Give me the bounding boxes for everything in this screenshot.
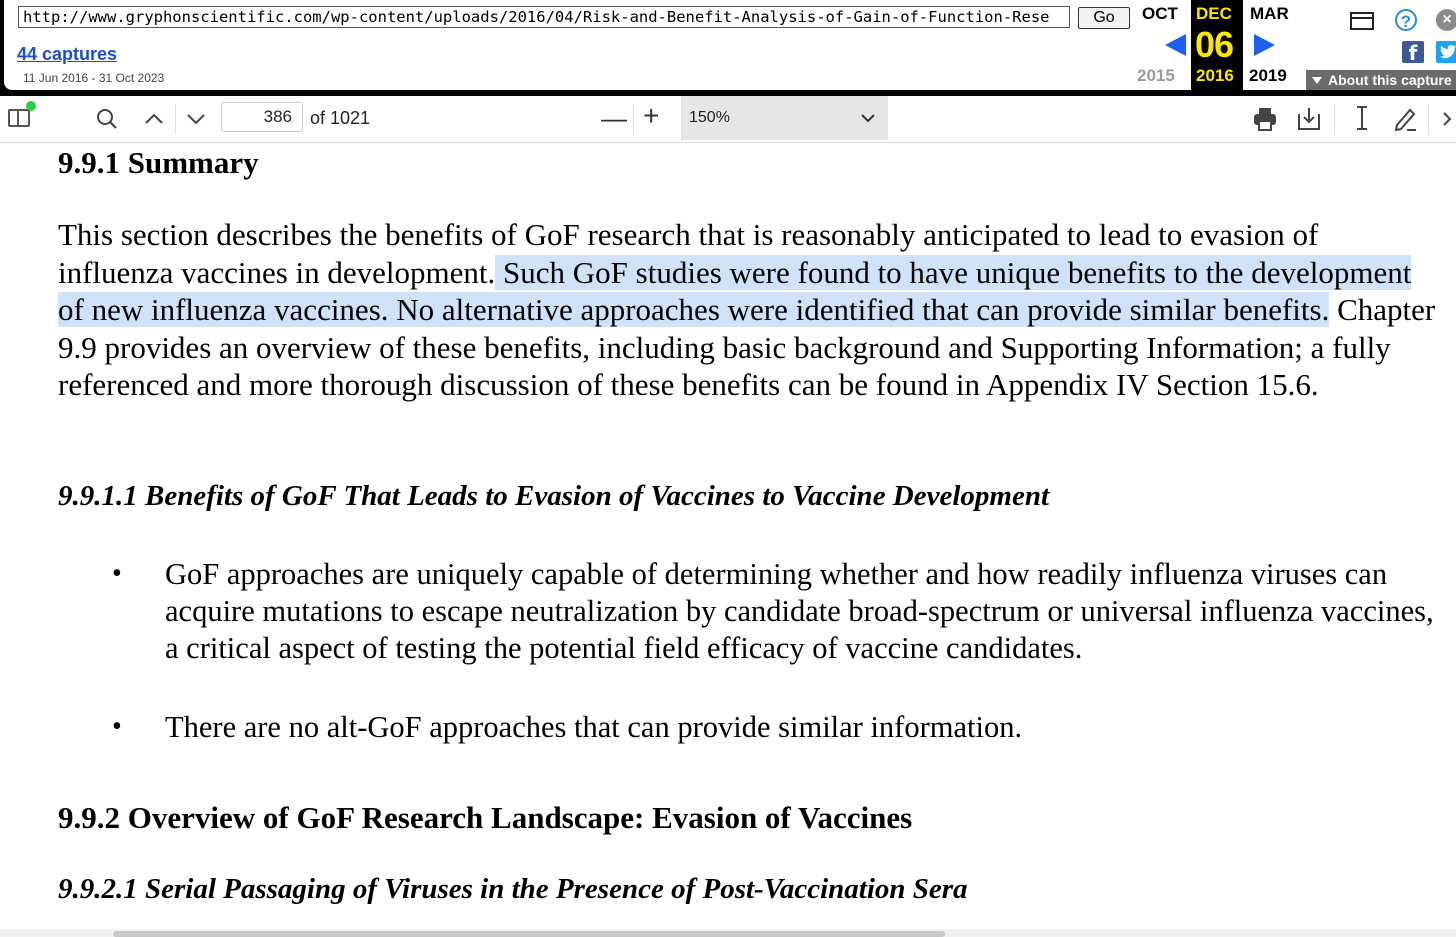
zoom-in-button[interactable]: +	[643, 100, 660, 131]
sidebar-toggle-icon[interactable]	[8, 109, 30, 127]
pdf-page	[0, 143, 1456, 937]
next-month-label[interactable]: MAR	[1250, 4, 1289, 23]
toolbar-divider	[175, 104, 176, 134]
current-year-label: 2016	[1196, 66, 1234, 85]
close-icon[interactable]: ×	[1436, 9, 1456, 31]
bullet-text: There are no alt-GoF approaches that can provide similar information.	[165, 710, 1023, 744]
prev-capture-arrow-icon[interactable]	[1165, 34, 1186, 56]
selected-text: Such GoF studies were found to have unique benefits to the development of new influenza vaccines. No alternative approaches were identified that can provide similar benefits.	[58, 254, 1412, 328]
zoom-value: 150%	[689, 109, 730, 126]
next-capture-arrow-icon[interactable]	[1254, 34, 1275, 56]
bullet-icon: •	[112, 558, 122, 589]
toolbar-divider	[1428, 104, 1429, 134]
subsection-heading: 9.9.1.1 Benefits of GoF That Leads to Evasion of Vaccines to Vaccine Development	[58, 480, 1050, 512]
zoom-out-button[interactable]: —	[601, 103, 627, 133]
toolbar-divider	[1334, 104, 1335, 134]
facebook-icon[interactable]: f	[1402, 41, 1424, 63]
captures-link[interactable]: 44 captures	[17, 44, 118, 64]
pdf-toolbar	[0, 96, 1456, 143]
chevron-down-icon[interactable]	[184, 108, 208, 130]
wayback-toolbar	[0, 0, 1456, 96]
next-year-label[interactable]: 2019	[1249, 66, 1287, 85]
toolbar-divider	[633, 104, 634, 134]
section-heading: 9.9.1 Summary	[58, 145, 259, 180]
chevron-down-icon[interactable]	[858, 108, 878, 128]
prev-month-label[interactable]: OCT	[1142, 4, 1178, 23]
current-day-label: 06	[1195, 24, 1234, 65]
go-button[interactable]: Go	[1078, 7, 1130, 29]
status-dot	[26, 101, 36, 111]
caret-down-icon	[1312, 77, 1322, 84]
summary-paragraph	[58, 216, 1438, 404]
print-icon[interactable]	[1252, 106, 1278, 132]
zoom-select[interactable]	[681, 96, 888, 140]
paragraph-text: Chapter 9.9 provides an overview of these benefits, including basic background and Supporting Information; a fully referenced and more thorough discussion of these benefits can be found in Appendix IV Section 15.6.	[58, 292, 1436, 403]
current-month-label: DEC	[1196, 4, 1232, 23]
bullet-text: GoF approaches are uniquely capable of determining whether and how readily influenza viruses can acquire mutations to escape neutralization by candidate broad-spectrum or universal influenza vaccines, a critical aspect of testing the potential field efficacy of vaccine candidates.	[165, 557, 1434, 665]
url-input[interactable]: http://www.gryphonscientific.com/wp-content/uploads/2016/04/Risk-and-Benefit-Analysis-of-Gain-of-Function-Rese	[18, 6, 1070, 28]
chevron-up-icon[interactable]	[142, 108, 166, 130]
help-icon[interactable]: ?	[1395, 9, 1417, 31]
more-icon[interactable]	[1440, 106, 1456, 132]
twitter-icon[interactable]	[1436, 41, 1456, 63]
page-number-input[interactable]: 386	[221, 102, 303, 132]
search-icon[interactable]	[96, 108, 118, 130]
about-capture-label: About this capture	[1328, 72, 1452, 88]
prev-year-label[interactable]: 2015	[1137, 66, 1175, 85]
text-cursor-icon[interactable]	[1349, 104, 1375, 132]
page-total-label: of 1021	[310, 108, 371, 128]
subsection-heading: 9.9.2.1 Serial Passaging of Viruses in the Presence of Post-Vaccination Sera	[58, 873, 968, 905]
pencil-icon[interactable]	[1392, 104, 1418, 132]
section-heading: 9.9.2 Overview of GoF Research Landscape: Evasion of Vaccines	[58, 800, 913, 835]
capture-date-range: 11 Jun 2016 - 31 Oct 2023	[23, 71, 165, 85]
horizontal-scrollbar-thumb[interactable]	[113, 931, 945, 937]
wayback-panel	[4, 0, 1456, 90]
bullet-icon: •	[112, 711, 122, 742]
paragraph-text: This section describes the benefits of GoF research that is reasonably anticipated to lead to evasion of influenza vaccines in development.	[58, 217, 1319, 290]
window-icon[interactable]	[1350, 12, 1374, 30]
download-icon[interactable]	[1296, 106, 1322, 132]
about-capture-button[interactable]	[1306, 70, 1456, 90]
